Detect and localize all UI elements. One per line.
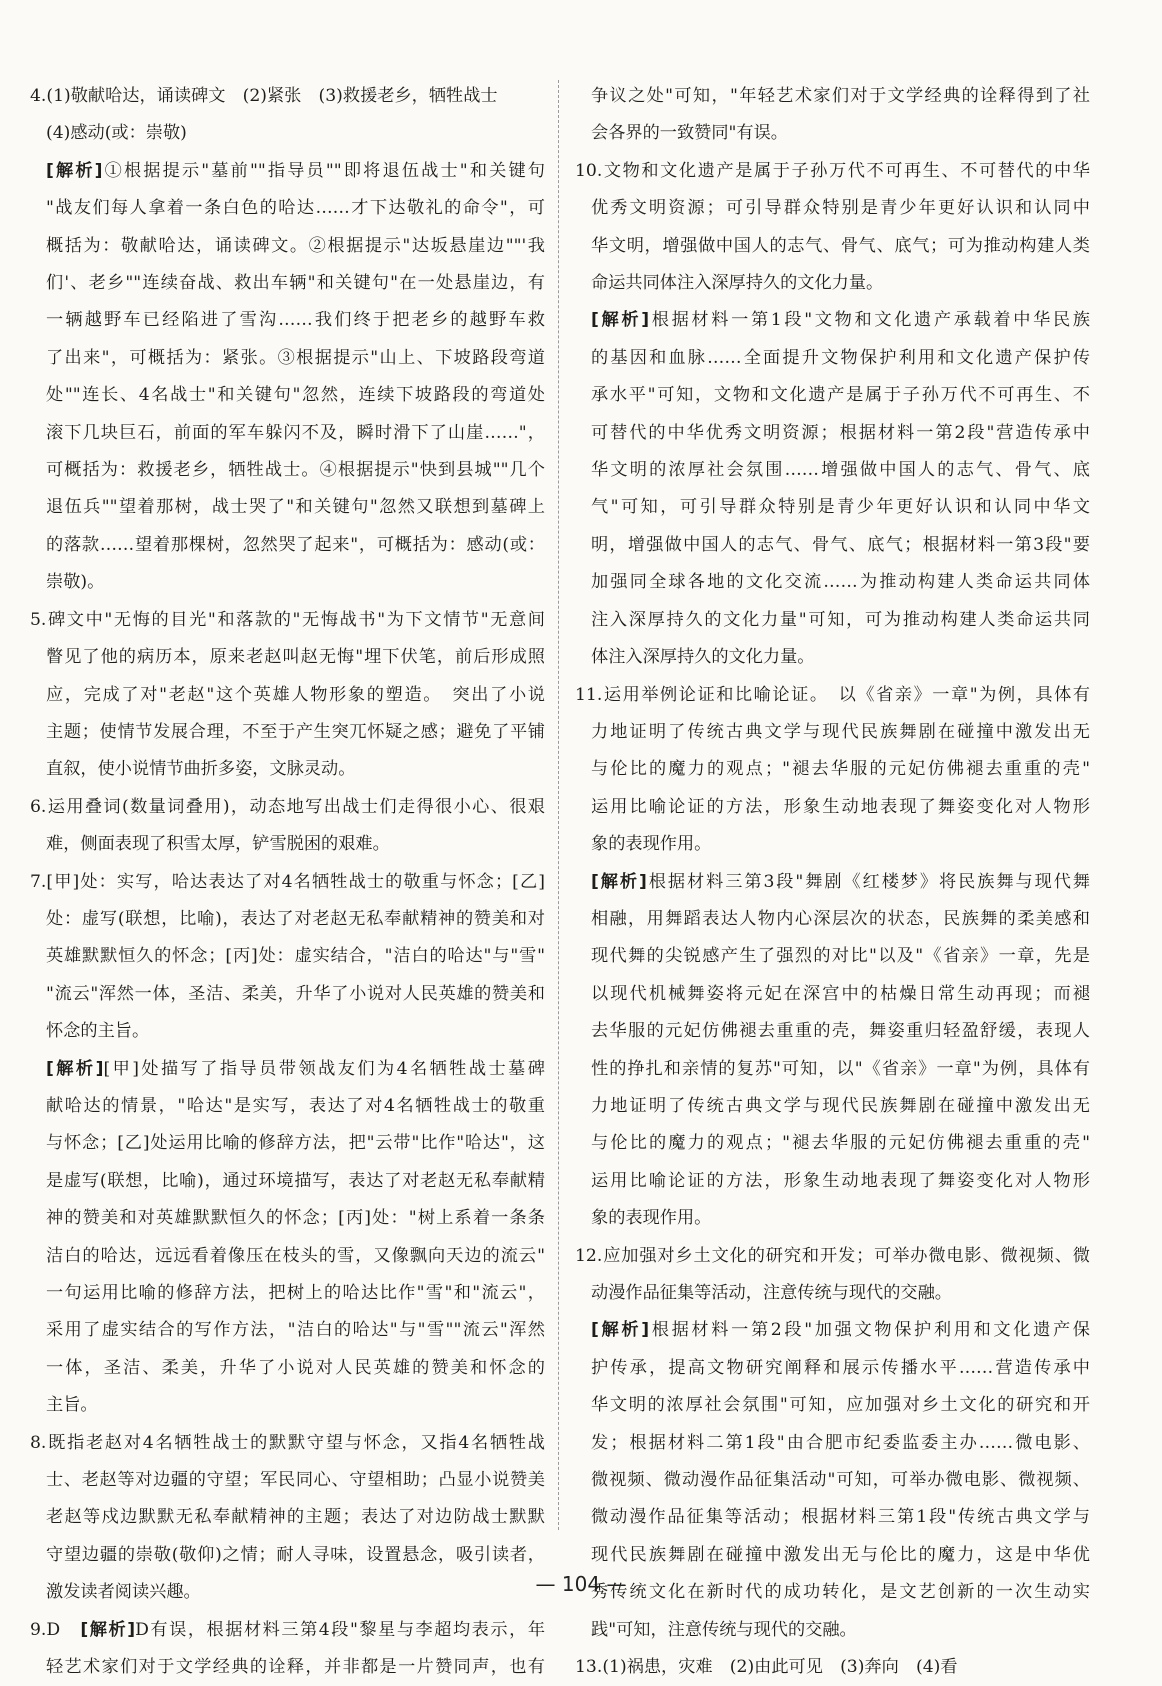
analysis-tag: [解析] [591, 1320, 650, 1341]
analysis-tag: [解析] [591, 871, 647, 892]
text-line [575, 228, 1090, 265]
text-line [30, 1612, 545, 1649]
line-text: 洁白的哈达，远远看着像压在枝头的雪，又像飘向天边的流云" [46, 1245, 545, 1266]
text-line [30, 1312, 545, 1349]
line-text: 运用比喻论证的方法，形象生动地表现了舞姿变化对人物形 [591, 796, 1090, 817]
text-line [575, 415, 1090, 452]
text-line [575, 1499, 1090, 1536]
text-line [30, 489, 545, 526]
line-text: 主旨。 [46, 1395, 98, 1416]
text-line [30, 190, 545, 227]
text-line [575, 1387, 1090, 1424]
text-line [30, 1462, 545, 1499]
text-line [30, 1537, 545, 1574]
line-text: 采用了虚实结合的写作方法，"洁白的哈达"与"雪""流云"浑然 [46, 1320, 545, 1341]
line-text: 气"可知，可引导群众特别是青少年更好认识和认同中华文 [591, 497, 1090, 518]
line-text: 去华服的元妃仿佛褪去重重的壳，舞姿重归轻盈舒缓，表现人 [591, 1021, 1090, 1042]
line-text: 以现代机械舞姿将元妃在深宫中的枯燥日常生动再现；而褪 [591, 983, 1090, 1004]
line-text: 7.[甲]处：实写，哈达表达了对4名牺牲战士的敬重与怀念；[乙] [30, 871, 545, 892]
line-text: 激发读者阅读兴趣。 [46, 1582, 201, 1603]
analysis-tag: [解析] [46, 1058, 104, 1079]
text-line [575, 1238, 1090, 1275]
line-text: "战友们每人拿着一条白色的哈达……才下达敬礼的命令"，可 [46, 198, 545, 219]
line-text: 与伦比的魔力的观点；"褪去华服的元妃仿佛褪去重重的壳" [591, 1133, 1090, 1154]
text-line [30, 1125, 545, 1162]
text-line [575, 78, 1090, 115]
line-text: 11.运用举例论证和比喻论证。 以《省亲》一章"为例，具体有 [575, 684, 1090, 705]
text-line [30, 527, 545, 564]
line-text: 性的挣扎和亲情的复苏"可知，以"《省亲》一章"为例，具体有 [591, 1058, 1090, 1079]
line-text: 会各界的一致赞同"有误。 [591, 123, 788, 144]
line-text: 崇敬)。 [46, 572, 105, 593]
line-text: 现代民族舞剧在碰撞中激发出无与伦比的魔力，这是中华优 [591, 1544, 1090, 1565]
text-line [30, 714, 545, 751]
line-text: 神的赞美和对英雄默默恒久的怀念；[丙]处："树上系着一条条 [46, 1208, 545, 1229]
line-text: 主题；使情节发展合理，不至于产生突兀怀疑之感；避免了平铺 [46, 721, 545, 742]
line-text: 体注入深厚持久的文化力量。 [591, 647, 815, 668]
line-text: 瞥见了他的病历本，原来老赵叫赵无悔"埋下伏笔，前后形成照 [46, 647, 545, 668]
text-line [30, 1163, 545, 1200]
line-text: 概括为：敬献哈达，诵读碑文。②根据提示"达坂悬崖边""'我 [46, 235, 545, 256]
line-text: 是虚写(联想，比喻)，通过环境描写，表达了对老赵无私奉献精 [46, 1170, 545, 1191]
analysis-tag: [解析] [80, 1619, 136, 1640]
line-text: 的基因和血脉……全面提升文物保护利用和文化遗产保护传 [591, 347, 1090, 368]
text-line [30, 1088, 545, 1125]
text-line [575, 1125, 1090, 1162]
text-line [30, 377, 545, 414]
text-line [575, 938, 1090, 975]
line-text: 13.(1)祸患，灾难 (2)由此可见 (3)奔向 (4)看 [575, 1657, 958, 1678]
line-text: 华文明的浓厚社会氛围"可知，应加强对乡土文化的研究和开 [591, 1395, 1090, 1416]
line-text: 士、老赵等对边疆的守望；军民同心、守望相助；凸显小说赞美 [46, 1470, 545, 1491]
text-line [30, 265, 545, 302]
line-text: 根据材料一第2段"加强文物保护利用和文化遗产保 [649, 1320, 1090, 1341]
text-line [30, 564, 545, 601]
text-line [575, 789, 1090, 826]
text-line [575, 302, 1090, 339]
text-line [575, 751, 1090, 788]
text-line [575, 1163, 1090, 1200]
line-text: 争议之处"可知，"年轻艺术家们对于文学经典的诠释得到了社 [591, 86, 1090, 106]
text-line [30, 789, 545, 826]
line-text: 老赵等戍边默默无私奉献精神的主题；表达了对边防战士默默 [46, 1507, 545, 1528]
text-line [30, 302, 545, 339]
text-line [575, 976, 1090, 1013]
column-divider [558, 80, 559, 1530]
line-text: 难，侧面表现了积雪太厚，铲雪脱困的艰难。 [46, 834, 390, 855]
line-text: 象的表现作用。 [591, 834, 712, 855]
line-text: [甲]处描写了指导员带领战友们为4名牺牲战士墓碑 [103, 1058, 545, 1079]
analysis-tag: [解析] [591, 310, 650, 331]
line-text: 力地证明了传统古典文学与现代民族舞剧在碰撞中激发出无 [591, 721, 1090, 742]
text-line [575, 564, 1090, 601]
line-text: 一句运用比喻的修辞方法，把树上的哈达比作"雪"和"流云"， [46, 1283, 545, 1303]
line-text: 护传承，提高文物研究阐释和展示传播水平……营造传承中 [591, 1357, 1090, 1378]
line-text: 滚下几块巨石，前面的军车躲闪不及，瞬时滑下了山崖……"， [46, 422, 545, 443]
text-line [575, 265, 1090, 302]
text-line [575, 1425, 1090, 1462]
line-text: 发；根据材料二第1段"由合肥市纪委监委主办……微电影、 [591, 1432, 1090, 1453]
text-line [575, 602, 1090, 639]
line-text: 10.文物和文化遗产是属于子孙万代不可再生、不可替代的中华 [575, 160, 1090, 181]
line-text: 华文明，增强做中国人的志气、骨气、底气；可为推动构建人类 [591, 235, 1090, 256]
text-line [30, 1275, 545, 1312]
text-line [30, 751, 545, 788]
text-line [30, 1425, 545, 1462]
text-line [575, 1350, 1090, 1387]
line-text: 轻艺术家们对于文学经典的诠释，并非都是一片赞同声，也有 [46, 1657, 545, 1678]
line-text: 4.(1)敬献哈达，诵读碑文 (2)紧张 (3)救援老乡，牺牲战士 [30, 86, 498, 106]
text-line [575, 1088, 1090, 1125]
line-text: 了出来"，可概括为：紧张。③根据提示"山上、下坡路段弯道 [46, 347, 545, 368]
text-line [30, 677, 545, 714]
line-text: 可替代的中华优秀文明资源；根据材料一第2段"营造传承中 [591, 422, 1090, 443]
text-line [30, 153, 545, 190]
line-text: 的落款……望着那棵树，忽然哭了起来"，可概括为：感动(或： [46, 534, 545, 555]
line-text: 力地证明了传统古典文学与现代民族舞剧在碰撞中激发出无 [591, 1095, 1090, 1116]
text-line [575, 1200, 1090, 1237]
left-column [30, 78, 545, 1686]
text-line [30, 1499, 545, 1536]
line-text: 相融，用舞蹈表达人物内心深层次的状态，民族舞的柔美感和 [591, 908, 1090, 929]
text-line [575, 190, 1090, 227]
line-text: 处""连长、4名战士"和关键句"忽然，连续下坡路段的弯道处 [46, 385, 545, 406]
line-text: 命运共同体注入深厚持久的文化力量。 [591, 273, 884, 294]
line-text: 优秀文明资源；可引导群众特别是青少年更好认识和认同中 [591, 198, 1090, 219]
line-text: 动漫作品征集等活动，注意传统与现代的交融。 [591, 1283, 952, 1303]
line-text: 根据材料一第1段"文物和文化遗产承载着中华民族 [649, 310, 1090, 331]
text-line [30, 115, 545, 152]
line-text: 8.既指老赵对4名牺牲战士的默默守望与怀念，又指4名牺牲战 [30, 1432, 545, 1453]
text-line [30, 452, 545, 489]
text-line [575, 864, 1090, 901]
line-text: 应，完成了对"老赵"这个英雄人物形象的塑造。 突出了小说 [46, 684, 545, 705]
text-line [575, 901, 1090, 938]
text-line [30, 639, 545, 676]
line-text: 怀念的主旨。 [46, 1021, 150, 1042]
text-line [575, 1649, 1090, 1686]
line-text: 英雄默默恒久的怀念；[丙]处：虚实结合，"洁白的哈达"与"雪" [46, 946, 545, 967]
text-line [575, 1612, 1090, 1649]
line-text: "流云"浑然一体，圣洁、柔美，升华了小说对人民英雄的赞美和 [46, 983, 545, 1004]
line-text: 一辆越野车已经陷进了雪沟……我们终于把老乡的越野车救 [46, 310, 545, 331]
line-text: 秀传统文化在新时代的成功转化，是文艺创新的一次生动实 [591, 1582, 1090, 1603]
text-line [575, 1051, 1090, 1088]
line-text: 微动漫作品征集等活动；根据材料三第1段"传统古典文学与 [591, 1507, 1090, 1528]
text-line [30, 78, 545, 115]
line-text: 微视频、微动漫作品征集活动"可知，可举办微电影、微视频、 [591, 1470, 1090, 1491]
text-line [30, 415, 545, 452]
text-line [575, 115, 1090, 152]
text-line [30, 1387, 545, 1424]
text-line [30, 340, 545, 377]
text-line [575, 1462, 1090, 1499]
line-text: 华文明的浓厚社会氛围……增强做中国人的志气、骨气、底 [591, 460, 1090, 481]
text-line [575, 340, 1090, 377]
text-line [575, 1275, 1090, 1312]
line-text: 退伍兵""望着那树，战士哭了"和关键句"忽然又联想到墓碑上 [46, 497, 545, 518]
line-text: 们'、老乡""连续奋战、救出车辆"和关键句"在一处悬崖边，有 [46, 273, 545, 294]
text-line [30, 1200, 545, 1237]
text-line [575, 527, 1090, 564]
line-text: 直叙，使小说情节曲折多姿，文脉灵动。 [46, 759, 356, 780]
text-line [575, 153, 1090, 190]
line-text: 5.碑文中"无悔的目光"和落款的"无悔战书"为下文情节"无意间 [30, 609, 545, 630]
text-line [575, 1312, 1090, 1349]
line-text: 注入深厚持久的文化力量"可知，可为推动构建人类命运共同 [591, 609, 1090, 630]
line-text: 明，增强做中国人的志气、骨气、底气；根据材料一第3段"要 [591, 534, 1090, 555]
text-line [575, 452, 1090, 489]
line-text: 一体，圣洁、柔美，升华了小说对人民英雄的赞美和怀念的 [46, 1357, 545, 1378]
text-line [30, 826, 545, 863]
line-text: 运用比喻论证的方法，形象生动地表现了舞姿变化对人物形 [591, 1170, 1090, 1191]
line-text: 6.运用叠词(数量词叠用)，动态地写出战士们走得很小心、很艰 [30, 796, 545, 817]
text-line [30, 1350, 545, 1387]
text-line [575, 714, 1090, 751]
line-text: 承水平"可知，文物和文化遗产是属于子孙万代不可再生、不 [591, 385, 1090, 406]
line-text: 守望边疆的崇敬(敬仰)之情；耐人寻味，设置悬念，吸引读者， [46, 1544, 545, 1565]
line-text: 加强同全球各地的文化交流……为推动构建人类命运共同体 [591, 572, 1090, 593]
line-text: 处：虚写(联想，比喻)，表达了对老赵无私奉献精神的赞美和对 [46, 908, 545, 929]
text-line [575, 489, 1090, 526]
text-line [575, 677, 1090, 714]
text-line [30, 938, 545, 975]
text-line [575, 1537, 1090, 1574]
line-text: 根据材料三第3段"舞剧《红楼梦》将民族舞与现代舞 [646, 871, 1090, 892]
text-line [30, 976, 545, 1013]
text-line [30, 228, 545, 265]
text-line [575, 377, 1090, 414]
text-line [30, 1013, 545, 1050]
line-text: 践"可知，注意传统与现代的交融。 [591, 1619, 857, 1640]
text-line [30, 864, 545, 901]
line-text: 献哈达的情景，"哈达"是实写，表达了对4名牺牲战士的敬重 [46, 1095, 545, 1116]
text-line [30, 1649, 545, 1686]
text-line [30, 901, 545, 938]
text-line [575, 639, 1090, 676]
line-text: (4)感动(或：崇敬) [46, 123, 187, 144]
page-number: — 104 — [535, 1572, 627, 1596]
line-text: 与怀念；[乙]处运用比喻的修辞方法，把"云带"比作"哈达"，这 [46, 1133, 545, 1154]
line-text: ①根据提示"墓前""指导员""即将退伍战士"和关键句 [102, 160, 545, 181]
analysis-tag: [解析] [46, 160, 103, 181]
text-line [30, 602, 545, 639]
text-line [575, 826, 1090, 863]
answer-lead: 9.D [30, 1619, 81, 1640]
text-line [30, 1051, 545, 1088]
line-text: 现代舞的尖锐感产生了强烈的对比"以及"《省亲》一章，先是 [591, 946, 1090, 967]
line-text: 可概括为：救援老乡，牺牲战士。④根据提示"快到县城""几个 [46, 460, 545, 481]
text-line [575, 1013, 1090, 1050]
line-text: 象的表现作用。 [591, 1208, 712, 1229]
line-text: 12.应加强对乡土文化的研究和开发；可举办微电影、微视频、微 [575, 1245, 1090, 1266]
right-column [575, 78, 1090, 1686]
line-text: 与伦比的魔力的观点；"褪去华服的元妃仿佛褪去重重的壳" [591, 759, 1090, 780]
line-text: D有误，根据材料三第4段"黎星与李超均表示，年 [135, 1619, 545, 1640]
text-line [30, 1238, 545, 1275]
